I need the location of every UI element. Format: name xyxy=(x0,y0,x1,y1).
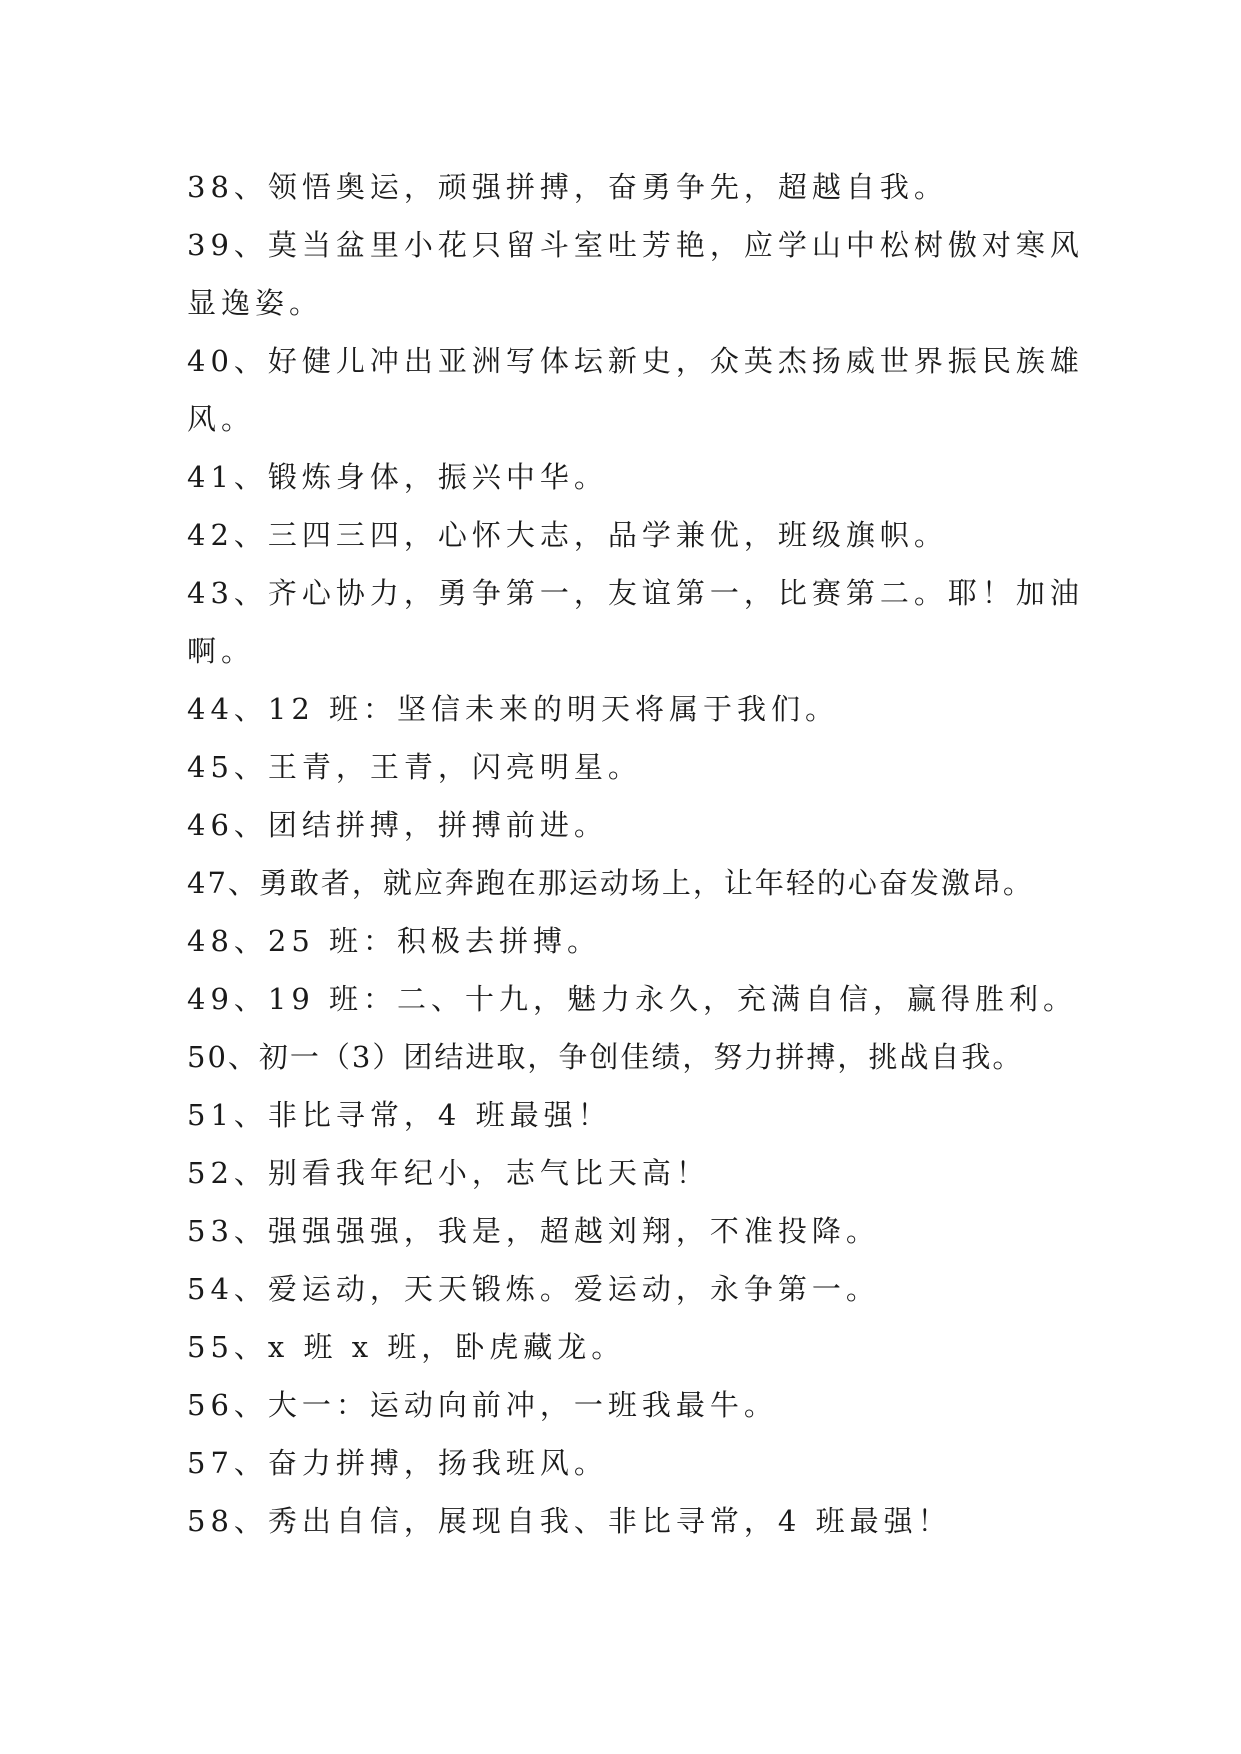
text-line: 风。 xyxy=(187,402,256,436)
text-line: 57、奋力拼搏，扬我班风。 xyxy=(187,1446,608,1480)
text-line: 48、25 班：积极去拼搏。 xyxy=(187,924,602,958)
text-line: 43、齐心协力，勇争第一，友谊第一，比赛第二。耶！加油 xyxy=(187,576,1084,610)
text-line: 58、秀出自信，展现自我、非比寻常，4 班最强！ xyxy=(187,1504,952,1538)
text-line: 39、莫当盆里小花只留斗室吐芳艳，应学山中松树傲对寒风 xyxy=(187,228,1084,262)
text-line: 56、大一：运动向前冲，一班我最牛。 xyxy=(187,1388,778,1422)
text-line: 38、领悟奥运，顽强拼搏，奋勇争先，超越自我。 xyxy=(187,170,948,204)
text-line: 40、好健儿冲出亚洲写体坛新史，众英杰扬威世界振民族雄 xyxy=(187,344,1084,378)
text-line: 51、非比寻常，4 班最强！ xyxy=(187,1098,612,1132)
text-line: 45、王青，王青，闪亮明星。 xyxy=(187,750,642,784)
text-line: 啊。 xyxy=(187,634,256,668)
text-line: 50、初一（3）团结进取，争创佳绩，努力拼搏，挑战自我。 xyxy=(187,1040,1024,1074)
text-line: 42、三四三四，心怀大志，品学兼优，班级旗帜。 xyxy=(187,518,948,552)
text-line: 44、12 班：坚信未来的明天将属于我们。 xyxy=(187,692,840,726)
text-line: 55、x 班 x 班，卧虎藏龙。 xyxy=(187,1330,626,1364)
text-line: 47、勇敢者，就应奔跑在那运动场上，让年轻的心奋发激昂。 xyxy=(187,866,1034,900)
text-line: 53、强强强强，我是，超越刘翔，不准投降。 xyxy=(187,1214,880,1248)
text-line: 46、团结拼搏，拼搏前进。 xyxy=(187,808,608,842)
text-line: 显逸姿。 xyxy=(187,286,324,320)
text-line: 49、19 班：二、十九，魅力永久，充满自信，赢得胜利。 xyxy=(187,982,1078,1016)
text-line: 54、爱运动，天天锻炼。爱运动，永争第一。 xyxy=(187,1272,880,1306)
slogan-list xyxy=(187,158,1084,1550)
text-line: 52、别看我年纪小，志气比天高！ xyxy=(187,1156,710,1190)
text-line: 41、锻炼身体，振兴中华。 xyxy=(187,460,608,494)
